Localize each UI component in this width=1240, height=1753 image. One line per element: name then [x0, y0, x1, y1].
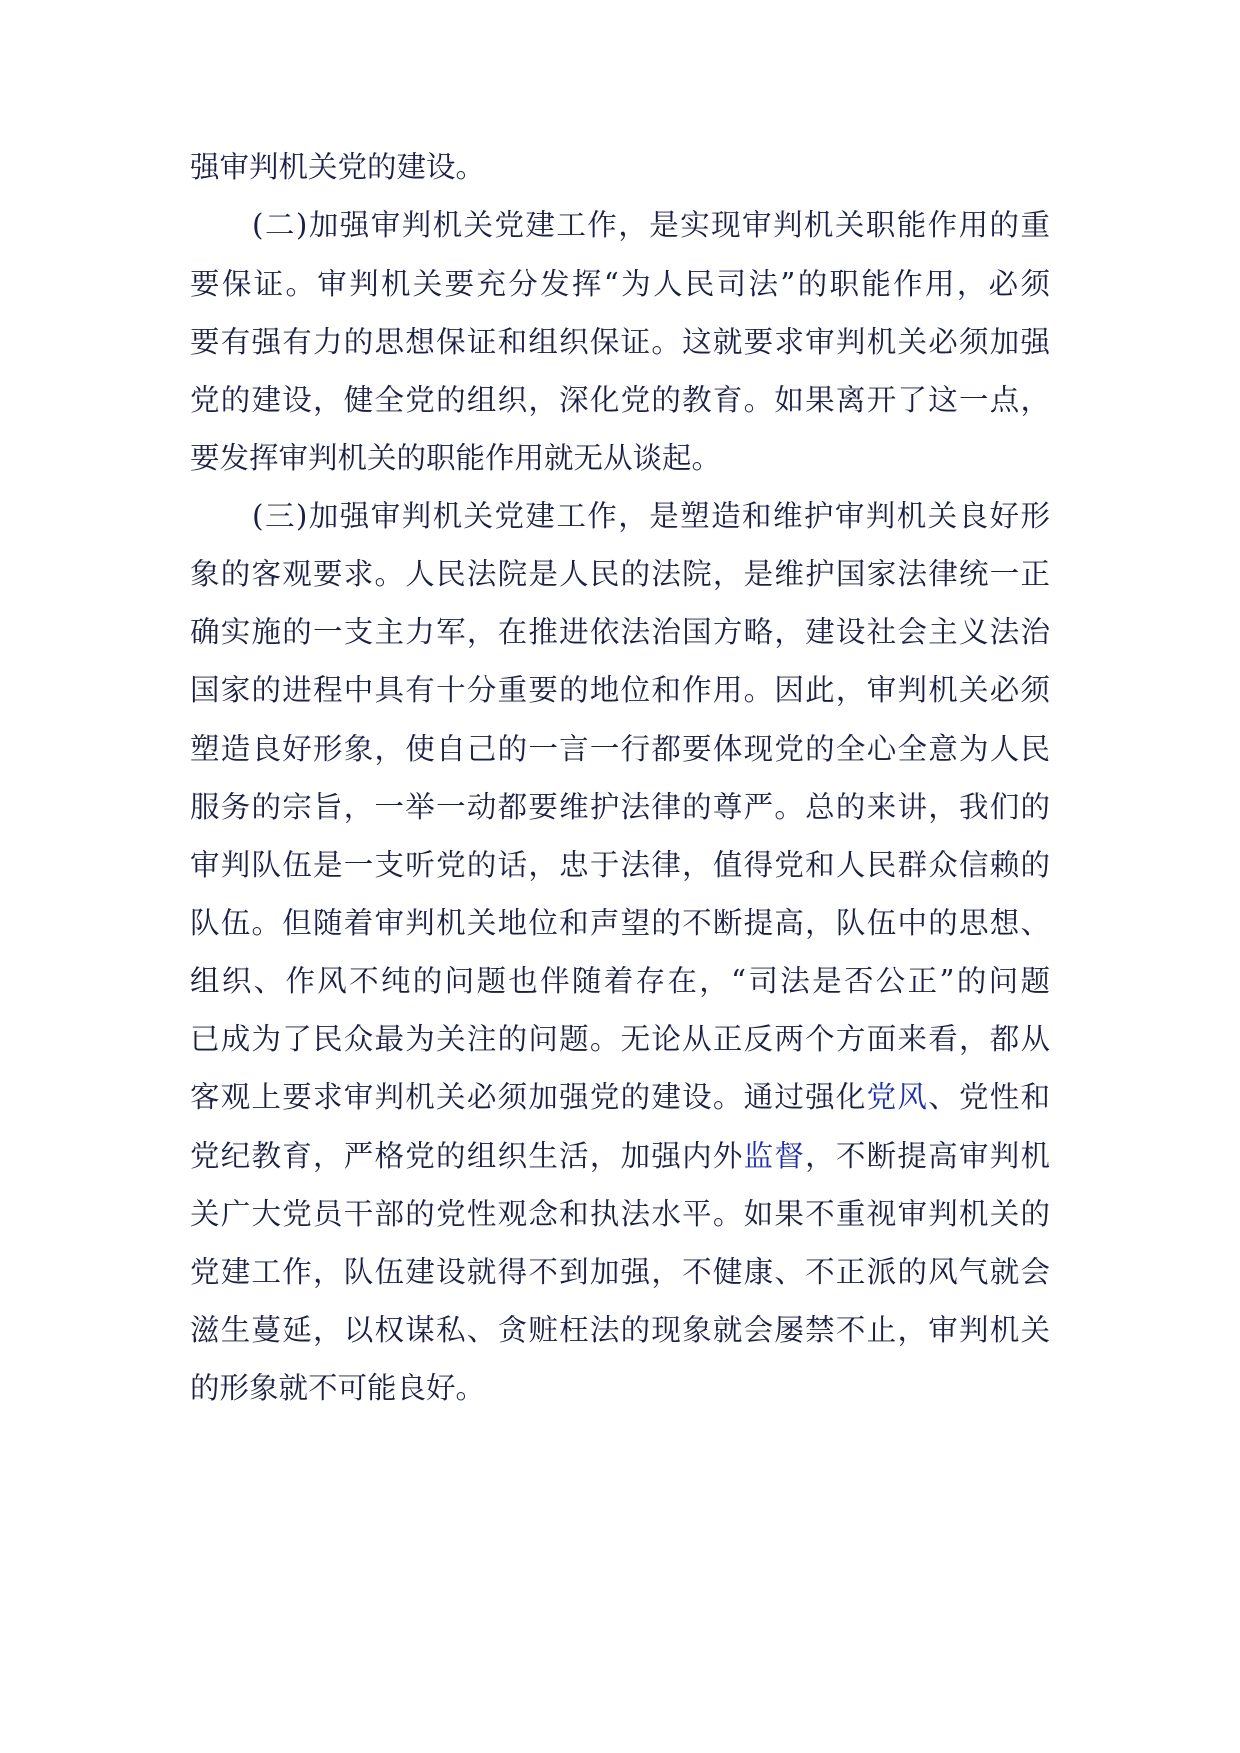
paragraph-2-line-5: 要发挥审判机关的职能作用就无从谈起。 — [190, 441, 722, 475]
line-text: 客观上要求审判机关必须加强党的建设。通过强化 — [190, 1080, 867, 1114]
link-jiandu[interactable]: 监督 — [743, 1139, 806, 1173]
paragraph-3-line-12 — [190, 1136, 1050, 1176]
paragraph-1-line-1: 强审判机关党的建设。 — [190, 150, 486, 184]
paragraph-3-line-8: 队伍。但随着审判机关地位和声望的不断提高，队伍中的思想、 — [190, 906, 1050, 940]
paragraph-3-line-15: 滋生蔓延，以权谋私、贪赃枉法的现象就会屡禁不止，审判机关 — [190, 1313, 1050, 1347]
paragraph-3-line-2: 象的客观要求。人民法院是人民的法院，是维护国家法律统一正 — [190, 557, 1050, 591]
paragraph-3-line-7: 审判队伍是一支听党的话，忠于法律，值得党和人民群众信赖的 — [190, 848, 1050, 882]
paragraph-3-line-1: (三)加强审判机关党建工作，是塑造和维护审判机关良好形 — [252, 499, 1050, 533]
paragraph-2-line-3: 要有强有力的思想保证和组织保证。这就要求审判机关必须加强 — [190, 325, 1050, 359]
paragraph-3-line-14: 党建工作，队伍建设就得不到加强，不健康、不正派的风气就会 — [190, 1255, 1050, 1289]
paragraph-3-line-4: 国家的进程中具有十分重要的地位和作用。因此，审判机关必须 — [190, 673, 1050, 707]
paragraph-3-line-5: 塑造良好形象，使自己的一言一行都要体现党的全心全意为人民 — [190, 732, 1050, 766]
paragraph-3-line-10: 已成为了民众最为关注的问题。无论从正反两个方面来看，都从 — [190, 1022, 1050, 1056]
paragraph-2-line-4: 党的建设，健全党的组织，深化党的教育。如果离开了这一点， — [190, 383, 1050, 417]
link-dangfeng[interactable]: 党风 — [866, 1080, 929, 1114]
paragraph-3-line-3: 确实施的一支主力军，在推进依法治国方略，建设社会主义法治 — [190, 615, 1050, 649]
paragraph-3-line-11 — [190, 1077, 1050, 1117]
paragraph-3-line-13: 关广大党员干部的党性观念和执法水平。如果不重视审判机关的 — [190, 1197, 1050, 1231]
paragraph-3-line-6: 服务的宗旨，一举一动都要维护法律的尊严。总的来讲，我们的 — [190, 790, 1050, 824]
paragraph-3-line-9: 组织、作风不纯的问题也伴随着存在，“司法是否公正”的问题 — [190, 964, 1050, 998]
line-text: 、党性和 — [928, 1080, 1050, 1114]
line-text: 党纪教育，严格党的组织生活，加强内外 — [190, 1139, 744, 1173]
paragraph-2-line-2: 要保证。审判机关要充分发挥“为人民司法”的职能作用，必须 — [190, 267, 1050, 301]
line-text: ，不断提高审判机 — [805, 1139, 1050, 1173]
paragraph-2-line-1: (二)加强审判机关党建工作，是实现审判机关职能作用的重 — [252, 208, 1050, 242]
paragraph-3-line-16: 的形象就不可能良好。 — [190, 1371, 486, 1405]
